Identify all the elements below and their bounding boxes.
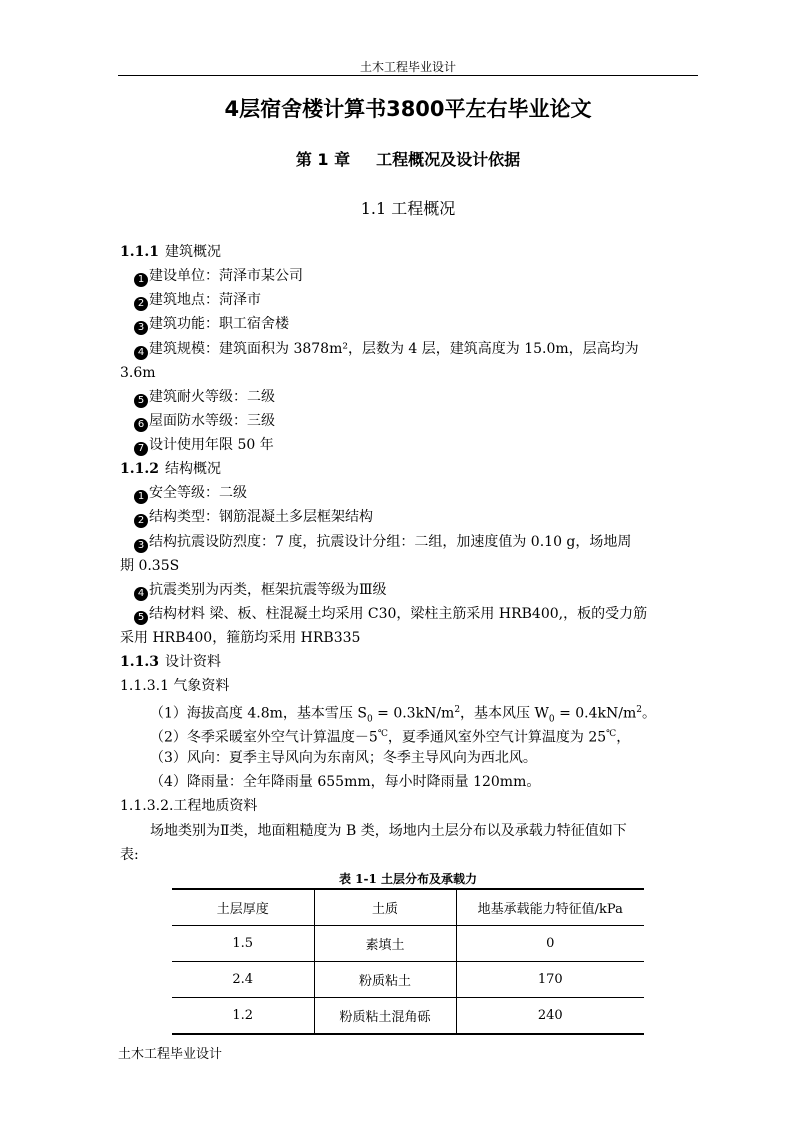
subscript: 0 bbox=[366, 714, 373, 725]
header-rule bbox=[118, 75, 698, 76]
circled-number-icon: 4 bbox=[134, 587, 148, 601]
section-number: 1.1 bbox=[360, 199, 387, 218]
table-cell: 素填土 bbox=[314, 926, 456, 962]
table-cell: 粉质粘土 bbox=[314, 962, 456, 998]
list-item bbox=[134, 315, 289, 335]
chapter-number: 第 1 章 bbox=[295, 150, 351, 169]
list-item bbox=[134, 581, 387, 601]
subsection-heading-building bbox=[120, 243, 221, 261]
subsection-number: 1.1.3 bbox=[120, 654, 159, 670]
column-header: 地基承载能力特征值/kPa bbox=[456, 889, 644, 926]
chapter-name: 工程概况及设计依据 bbox=[376, 150, 521, 169]
text-run: （1）海拔高度 4.8m，基本雪压 S bbox=[150, 705, 367, 722]
list-item-text: 结构类型：钢筋混凝土多层框架结构 bbox=[149, 509, 373, 525]
superscript: 2 bbox=[454, 705, 461, 715]
subsubsection-heading-climate: 1.1.3.1 气象资料 bbox=[120, 678, 230, 694]
climate-line-3: （3）风向：夏季主导风向为东南风；冬季主导风向为西北风。 bbox=[150, 750, 537, 766]
document-title: 4层宿舍楼计算书3800平左右毕业论文 bbox=[224, 97, 592, 121]
list-item bbox=[134, 412, 275, 432]
list-item-text: 设计使用年限 50 年 bbox=[149, 437, 274, 453]
superscript: ℃ bbox=[606, 729, 617, 739]
circled-number-icon: 7 bbox=[134, 442, 148, 456]
page-header: 土木工程毕业设计 bbox=[359, 60, 456, 74]
text-run: ，基本风压 W bbox=[460, 705, 549, 722]
table-cell: 1.5 bbox=[172, 926, 314, 962]
list-item bbox=[134, 508, 373, 528]
page-footer: 土木工程毕业设计 bbox=[118, 1047, 223, 1062]
circled-number-icon: 5 bbox=[134, 611, 148, 625]
subsubsection-heading-geology: 1.1.3.2.工程地质资料 bbox=[120, 798, 258, 814]
climate-line-4: （4）降雨量：全年降雨量 655mm，每小时降雨量 120mm。 bbox=[150, 774, 541, 790]
climate-line-2 bbox=[150, 725, 630, 747]
circled-number-icon: 1 bbox=[134, 490, 148, 504]
circled-number-icon: 3 bbox=[134, 321, 148, 335]
list-item bbox=[134, 436, 274, 456]
circled-number-icon: 2 bbox=[134, 297, 148, 311]
list-item-text: 抗震类别为丙类，框架抗震等级为Ⅲ级 bbox=[149, 582, 387, 598]
soil-table bbox=[172, 888, 644, 1035]
list-item bbox=[134, 484, 247, 504]
text-run: （2）冬季采暖室外空气计算温度－5 bbox=[150, 729, 378, 746]
subsection-title: 结构概况 bbox=[164, 461, 221, 477]
list-item-text: 建筑规模：建筑面积为 3878m²，层数为 4 层，建筑高度为 15.0m，层高均为 bbox=[149, 341, 639, 357]
subscript: 0 bbox=[548, 714, 555, 725]
list-item-text: 结构抗震设防烈度：7 度，抗震设计分组：二组，加速度值为 0.10 g，场地周 bbox=[149, 534, 632, 550]
list-item-text: 建筑地点：菏泽市 bbox=[149, 292, 261, 308]
list-item-text: 建筑耐火等级：二级 bbox=[149, 389, 275, 405]
text-run: 。 bbox=[641, 705, 656, 722]
table-cell: 0 bbox=[456, 926, 644, 962]
list-item-continuation: 期 0.35S bbox=[120, 558, 180, 574]
list-item bbox=[134, 291, 261, 311]
table-row bbox=[172, 998, 644, 1035]
circled-number-icon: 5 bbox=[134, 394, 148, 408]
subsection-title: 设计资料 bbox=[164, 654, 221, 670]
text-run: = 0.4kN/m bbox=[554, 705, 637, 722]
text-run: ， bbox=[616, 729, 631, 746]
circled-number-icon: 2 bbox=[134, 514, 148, 528]
list-item-text: 安全等级：二级 bbox=[149, 485, 247, 501]
table-cell: 1.2 bbox=[172, 998, 314, 1035]
subsection-heading-structure bbox=[120, 460, 221, 478]
table-cell: 2.4 bbox=[172, 962, 314, 998]
list-item-continuation: 采用 HRB400，箍筋均采用 HRB335 bbox=[120, 630, 361, 646]
table-header-row bbox=[172, 889, 644, 926]
table-row bbox=[172, 926, 644, 962]
chapter-heading bbox=[118, 147, 698, 170]
subsection-number: 1.1.1 bbox=[120, 244, 159, 260]
table-cell: 粉质粘土混角砾 bbox=[314, 998, 456, 1035]
section-heading bbox=[118, 196, 698, 219]
list-item-text: 建筑功能：职工宿舍楼 bbox=[149, 316, 289, 332]
circled-number-icon: 4 bbox=[134, 346, 148, 360]
section-name: 工程概况 bbox=[391, 199, 456, 218]
list-item-text: 屋面防水等级：三级 bbox=[149, 413, 275, 429]
subsection-number: 1.1.2 bbox=[120, 461, 159, 477]
list-item-continuation: 3.6m bbox=[120, 365, 156, 381]
list-item bbox=[134, 605, 647, 625]
list-item bbox=[134, 388, 275, 408]
circled-number-icon: 3 bbox=[134, 539, 148, 553]
text-run: ，夏季通风室外空气计算温度为 25 bbox=[387, 729, 607, 746]
table-cell: 240 bbox=[456, 998, 644, 1035]
list-item bbox=[134, 340, 639, 360]
geology-paragraph-continuation: 表: bbox=[120, 847, 139, 863]
subsection-heading-design bbox=[120, 653, 221, 671]
superscript: 2 bbox=[636, 705, 642, 715]
geology-paragraph: 场地类别为Ⅱ类，地面粗糙度为 B 类，场地内土层分布以及承载力特征值如下 bbox=[150, 823, 627, 839]
table-cell: 170 bbox=[456, 962, 644, 998]
text-run: = 0.3kN/m bbox=[372, 705, 455, 722]
column-header: 土层厚度 bbox=[172, 889, 314, 926]
subsection-title: 建筑概况 bbox=[164, 244, 221, 260]
list-item bbox=[134, 533, 631, 553]
list-item bbox=[134, 267, 303, 287]
circled-number-icon: 6 bbox=[134, 418, 148, 432]
circled-number-icon: 1 bbox=[134, 273, 148, 287]
superscript: ℃ bbox=[377, 729, 388, 739]
list-item-text: 结构材料 梁、板、柱混凝土均采用 C30，梁柱主筋采用 HRB400,，板的受力筋 bbox=[149, 606, 648, 622]
column-header: 土质 bbox=[314, 889, 456, 926]
list-item-text: 建设单位：菏泽市某公司 bbox=[149, 268, 303, 284]
table-row bbox=[172, 962, 644, 998]
table-caption: 表 1-1 土层分布及承载力 bbox=[338, 872, 478, 886]
